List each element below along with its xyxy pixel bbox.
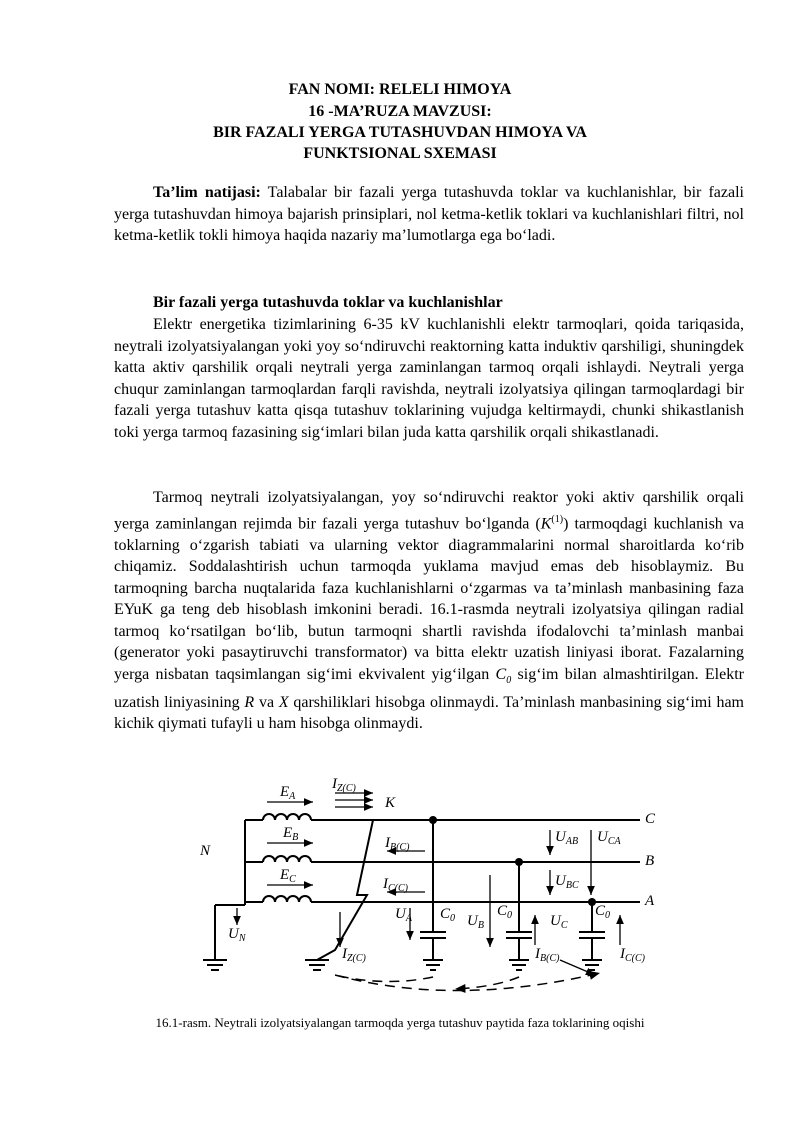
- label-ub: $U_B$: [467, 913, 484, 931]
- label-un: $U_N$: [228, 926, 246, 944]
- p2-text-a: Tarmoq neytrali izolyatsiyalangan, yoy so‘ndiruvchi reaktor yoki aktiv qarshilik orqali yerga zaminlangan rejimda bir fazali yerga tutashuv bo‘lganda (: [114, 489, 744, 532]
- topic-line-1: BIR FAZALI YERGA TUTASHUVDAN HIMOYA VA: [213, 124, 587, 141]
- label-uab: $U_{AB}$: [555, 829, 579, 847]
- label-ea: $E_A$: [280, 784, 296, 802]
- lecture-number: 16 -MA’RUZA MAVZUSI:: [308, 103, 492, 120]
- label-ib-bottom: $I_{B(C)}$: [535, 946, 560, 964]
- label-iz-bottom: $I_{Z(C)}$: [342, 946, 366, 964]
- label-eb: $E_B$: [283, 825, 299, 843]
- learning-outcome-text: Talabalar bir fazali yerga tutashuvda toklar va kuchlanishlar, bir fazali yerga tutashuvdan himoya bajarish prinsiplari, nol ketma-ketlik toklari va kuchlanishlari filtri, nol ketma-ketlik tokli himoya haqida nazariy ma’lumotlarga ega bo‘ladi.: [114, 184, 745, 245]
- label-n: N: [200, 843, 211, 859]
- p2-x: X: [278, 693, 289, 711]
- label-phase-a: A: [645, 893, 655, 909]
- label-ec: $E_C$: [280, 867, 296, 885]
- label-ib: $I_{B(C)}$: [385, 835, 410, 853]
- label-uca: $U_{CA}$: [597, 829, 621, 847]
- label-phase-c: C: [645, 811, 656, 827]
- label-c0-a: $C_0$: [440, 906, 456, 924]
- p2-text-c: sig‘im bilan almashtirilgan. Elektr uzatish liniyasining: [114, 666, 744, 711]
- label-iz-top: $I_{Z(C)}$: [332, 776, 356, 794]
- label-phase-b: B: [645, 853, 655, 869]
- paragraph-2: [114, 487, 744, 735]
- learning-outcome: [114, 182, 744, 247]
- p2-c0: C: [495, 666, 507, 684]
- p2-text-b: ) tarmoqdagi kuchlanish va toklarning o‘zgarish tabiati va ularning vektor diagrammalarini normal sharoitlarda ko‘rib chiqamiz. Soddalashtirish uchun tarmoqda yuklama mavjud emas deb hisoblaymiz. Bu tarmoqning barcha nuqtalarida faza kuchlanishlarni o‘zgarmas va ta’minlash manbasining faza EYuK ga teng deb hisoblash imkonini beradi. 16.1-rasmda neytrali izolyatsiya qilingan radial tarmoq ko‘rsatilgan bo‘lib, butun tarmoqni shartli ravishda ifodalovchi ta’minlash manbai (generator yoki pasaytiruvchi transformator) va bitta elektr uzatish liniyasi iborat. Fazalarning yerga nisbatan taqsimlangan sig‘imi ekvivalent yig‘ilgan: [114, 514, 744, 684]
- figure-caption: 16.1-rasm. Neytrali izolyatsiyalangan tarmoqda yerga tutashuv paytida faza toklarining oqishi: [155, 1015, 645, 1030]
- label-ic-bottom: $I_{C(C)}$: [620, 946, 645, 964]
- p2-va: va: [254, 693, 279, 711]
- circuit-diagram: [195, 775, 675, 1010]
- paragraph-1: Elektr energetika tizimlarining 6-35 kV kuchlanishli elektr tarmoqlari, qoida tariqasida, neytrali izolyatsiyalangan yoki yoy so‘ndiruvchi reaktorning katta induktiv qarshiligi, shuningdek katta aktiv qarshilik orqali neytrali yerga zaminlangan tarmoq orqali ishlaydi. Neytrali yerga chuqur zaminlangan tarmoqlardan farqli ravishda, neytrali izolyatsiya qilingan tarmoqlardagi bir fazali yerga tutashuv katta qisqa tutashuv toklarining vujudga keltirmaydi, chunki shikastlanish toki yerga tarmoq fazasining sig‘imlari bilan juda katta qarshilik orqali shikastlanadi.: [114, 316, 744, 441]
- topic-line-2: FUNKTSIONAL SXEMASI: [303, 145, 497, 162]
- learning-outcome-label: Ta’lim natijasi:: [153, 184, 261, 201]
- label-c0-b: $C_0$: [497, 903, 513, 921]
- p2-r: R: [244, 693, 255, 711]
- label-ubc: $U_{BC}$: [555, 873, 579, 891]
- label-ua: $U_A$: [395, 906, 412, 924]
- section-heading: Bir fazali yerga tutashuvda toklar va kuchlanishlar: [153, 294, 503, 311]
- p2-k: K: [540, 514, 552, 532]
- label-c0-c: $C_0$: [595, 903, 611, 921]
- label-uc: $U_C$: [550, 913, 568, 931]
- label-k: K: [385, 795, 396, 811]
- label-ic: $I_{C(C)}$: [383, 876, 408, 894]
- p2-text-d: qarshiliklari hisobga olinmaydi. Ta’minlash manbasining sig‘imi ham kichik qiymati tufayli u ham hisobga olinmaydi.: [114, 693, 745, 733]
- subject-title: FAN NOMI: RELELI HIMOYA: [288, 81, 512, 98]
- p2-c0-sub: 0: [506, 675, 512, 687]
- p2-sup: (1): [551, 513, 564, 525]
